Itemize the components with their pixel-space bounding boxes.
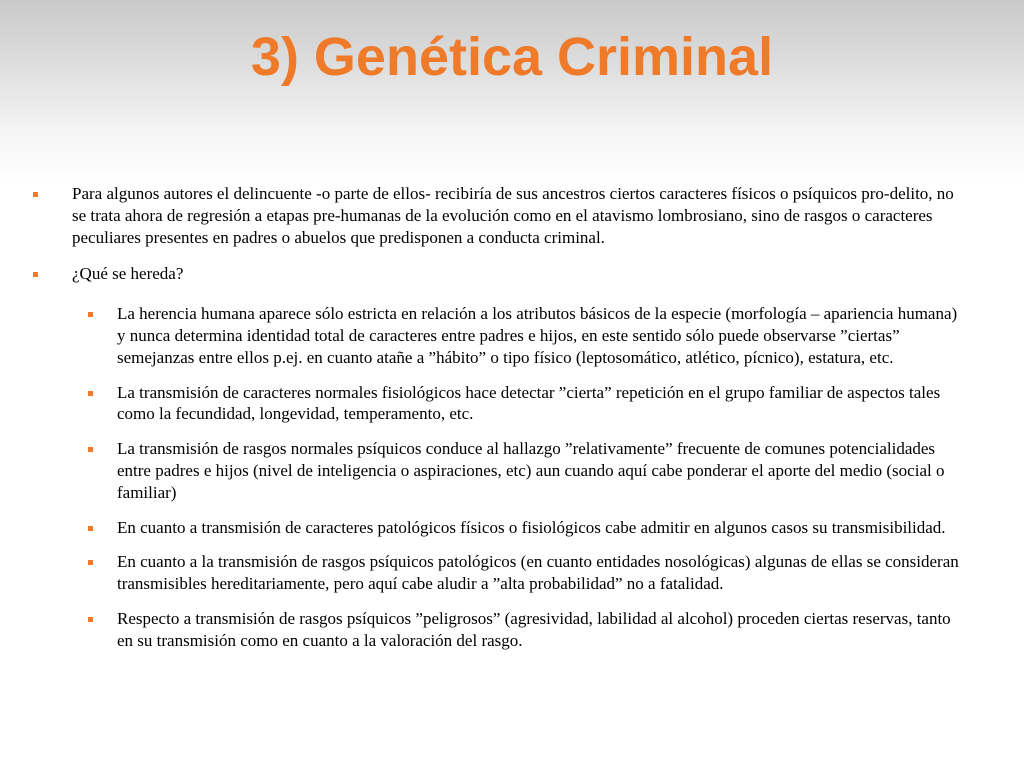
square-bullet-icon: [33, 272, 38, 277]
square-bullet-icon: [88, 560, 93, 565]
square-bullet-icon: [88, 526, 93, 531]
slide-body: [30, 183, 960, 665]
bullet-text: ¿Qué se hereda?: [72, 264, 184, 284]
bullet-item-question: [30, 263, 960, 285]
bullet-text: Para algunos autores el delincuente -o parte de ellos- recibiría de sus ancestros ciertos caracteres físicos o psíquicos pro-delito, no se trata ahora de regresión a etapas pre-humanas de la evolución como en el atavismo lombrosiano, sino de rasgos o caracteres peculiares presentes en padres o abuelos que predisponen a conducta criminal.: [72, 184, 954, 247]
sub-bullet-item: [30, 303, 960, 368]
sub-bullet-text: Respecto a transmisión de rasgos psíquicos ”peligrosos” (agresividad, labilidad al alcohol) proceden ciertas reservas, tanto en su transmisión como en cuanto a la valoración del rasgo.: [117, 608, 951, 650]
sub-bullet-item: [30, 382, 960, 426]
sub-bullet-text: En cuanto a la transmisión de rasgos psíquicos patológicos (en cuanto entidades nosológicas) algunas de ellas se consideran transmisibles hereditariamente, pero aquí cabe aludir a ”alta probabilidad” no a fatalidad.: [117, 552, 959, 594]
sub-bullet-item: [30, 608, 960, 652]
sub-bullet-item: [30, 438, 960, 503]
square-bullet-icon: [88, 617, 93, 622]
sub-bullet-item: [30, 551, 960, 595]
sub-bullet-text: La herencia humana aparece sólo estricta en relación a los atributos básicos de la especie (morfología – apariencia humana) y nunca determina identidad total de caracteres entre padres e hijos, en este sentido sólo puede observarse ”ciertas” semejanzas entre ellos p.ej. en cuanto atañe a ”hábito” o tipo físico (leptosomático, atlético, pícnico), estatura, etc.: [117, 304, 958, 367]
square-bullet-icon: [88, 312, 93, 317]
bullet-item-intro: [30, 183, 960, 248]
square-bullet-icon: [88, 391, 93, 396]
sub-bullet-text: En cuanto a transmisión de caracteres patológicos físicos o fisiológicos cabe admitir en algunos casos su transmisibilidad.: [117, 517, 946, 537]
sub-bullet-text: La transmisión de caracteres normales fisiológicos hace detectar ”cierta” repetición en el grupo familiar de aspectos tales como la fecundidad, longevidad, temperamento, etc.: [117, 382, 941, 424]
sub-bullet-text: La transmisión de rasgos normales psíquicos conduce al hallazgo ”relativamente” frecuente de comunes potencialidades entre padres e hijos (nivel de inteligencia o aspiraciones, etc) aun cuando aquí cabe ponderar el aporte del medio (social o familiar): [117, 439, 945, 502]
sub-bullet-item: [30, 517, 960, 539]
slide-title: 3) Genética Criminal: [250, 27, 774, 87]
square-bullet-icon: [33, 192, 38, 197]
square-bullet-icon: [88, 447, 93, 452]
